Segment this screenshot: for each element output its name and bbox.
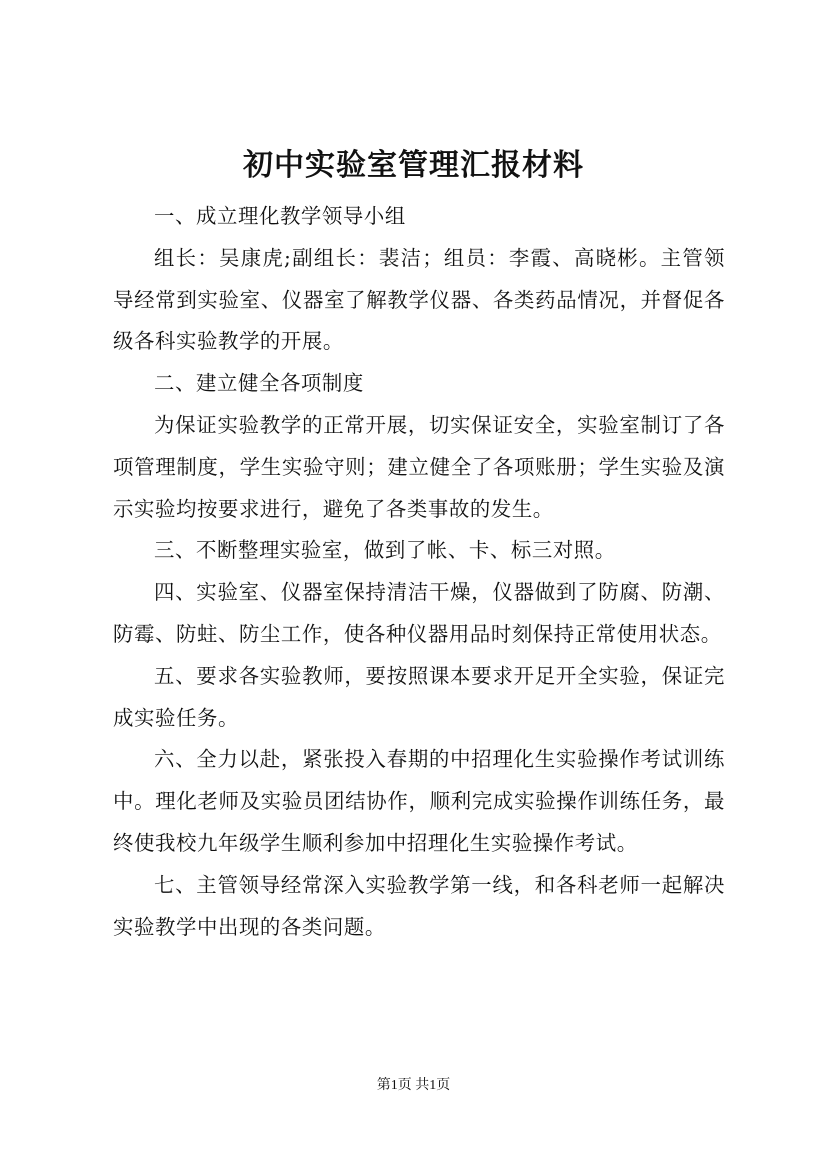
paragraph: 六、全力以赴，紧张投入春期的中招理化生实验操作考试训练中。理化老师及实验员团结协作，顺利完成实验操作训练任务，最终使我校九年级学生顺利参加中招理化生实验操作考试。 [113, 747, 725, 855]
paragraph: 一、成立理化教学领导小组 [154, 204, 406, 228]
paragraph: 五、要求各实验教师，要按照课本要求开足开全实验，保证完成实验任务。 [113, 663, 725, 730]
paragraph: 组长：吴康虎;副组长：裴洁；组员：李霞、高晓彬。主管领导经常到实验室、仪器室了解教学仪器、各类药品情况，并督促各级各科实验教学的开展。 [113, 245, 725, 354]
paragraph: 二、建立健全各项制度 [154, 371, 364, 396]
paragraph: 为保证实验教学的正常开展，切实保证安全，实验室制订了各项管理制度，学生实验守则；建立健全了各项账册；学生实验及演示实验均按要求进行，避免了各类事故的发生。 [113, 412, 725, 521]
page-footer: 第1页 共1页 [376, 1078, 451, 1093]
document-body [113, 196, 725, 948]
document-title: 初中实验室管理汇报材料 [243, 148, 584, 183]
paragraph: 四、实验室、仪器室保持清洁干燥，仪器做到了防腐、防潮、防霉、防蛀、防尘工作，使各种仪器用品时刻保持正常使用状态。 [113, 580, 725, 646]
paragraph: 三、不断整理实验室，做到了帐、卡、标三对照。 [154, 538, 616, 563]
paragraph: 七、主管领导经常深入实验教学第一线，和各科老师一起解决实验教学中出现的各类问题。 [113, 872, 725, 939]
